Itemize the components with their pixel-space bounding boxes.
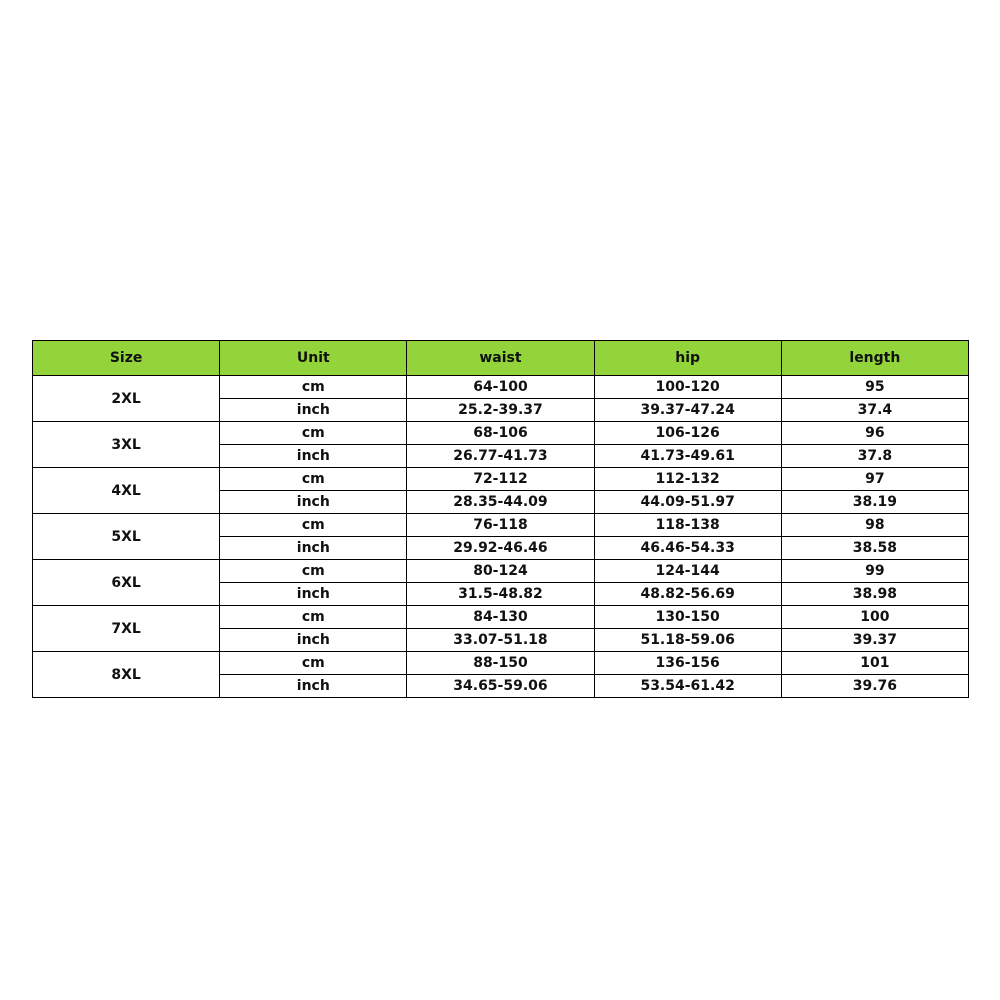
length-cell: 39.76 <box>781 675 968 698</box>
length-cell: 38.58 <box>781 537 968 560</box>
unit-cell: cm <box>220 468 407 491</box>
header-length: length <box>781 341 968 376</box>
size-chart-body <box>33 376 969 698</box>
unit-cell: inch <box>220 583 407 606</box>
waist-cell: 72-112 <box>407 468 594 491</box>
unit-cell: inch <box>220 629 407 652</box>
hip-cell: 106-126 <box>594 422 781 445</box>
table-row <box>33 468 969 491</box>
header-row <box>33 341 969 376</box>
unit-cell: cm <box>220 422 407 445</box>
waist-cell: 80-124 <box>407 560 594 583</box>
waist-cell: 25.2-39.37 <box>407 399 594 422</box>
header-unit: Unit <box>220 341 407 376</box>
length-cell: 101 <box>781 652 968 675</box>
hip-cell: 51.18-59.06 <box>594 629 781 652</box>
unit-cell: cm <box>220 376 407 399</box>
size-chart-header <box>33 341 969 376</box>
table-row <box>33 422 969 445</box>
length-cell: 38.98 <box>781 583 968 606</box>
waist-cell: 68-106 <box>407 422 594 445</box>
table-row <box>33 606 969 629</box>
length-cell: 95 <box>781 376 968 399</box>
hip-cell: 41.73-49.61 <box>594 445 781 468</box>
header-hip: hip <box>594 341 781 376</box>
size-cell: 8XL <box>33 652 220 698</box>
table-row <box>33 514 969 537</box>
size-cell: 5XL <box>33 514 220 560</box>
unit-cell: cm <box>220 514 407 537</box>
unit-cell: cm <box>220 560 407 583</box>
table-row <box>33 652 969 675</box>
header-size: Size <box>33 341 220 376</box>
waist-cell: 34.65-59.06 <box>407 675 594 698</box>
waist-cell: 88-150 <box>407 652 594 675</box>
unit-cell: inch <box>220 445 407 468</box>
header-waist: waist <box>407 341 594 376</box>
hip-cell: 44.09-51.97 <box>594 491 781 514</box>
hip-cell: 53.54-61.42 <box>594 675 781 698</box>
waist-cell: 64-100 <box>407 376 594 399</box>
length-cell: 37.4 <box>781 399 968 422</box>
length-cell: 98 <box>781 514 968 537</box>
length-cell: 97 <box>781 468 968 491</box>
hip-cell: 39.37-47.24 <box>594 399 781 422</box>
size-cell: 7XL <box>33 606 220 652</box>
unit-cell: cm <box>220 652 407 675</box>
length-cell: 37.8 <box>781 445 968 468</box>
waist-cell: 28.35-44.09 <box>407 491 594 514</box>
waist-cell: 76-118 <box>407 514 594 537</box>
hip-cell: 118-138 <box>594 514 781 537</box>
waist-cell: 29.92-46.46 <box>407 537 594 560</box>
hip-cell: 100-120 <box>594 376 781 399</box>
table-row <box>33 376 969 399</box>
waist-cell: 84-130 <box>407 606 594 629</box>
unit-cell: inch <box>220 491 407 514</box>
hip-cell: 48.82-56.69 <box>594 583 781 606</box>
hip-cell: 46.46-54.33 <box>594 537 781 560</box>
table-row <box>33 560 969 583</box>
size-cell: 2XL <box>33 376 220 422</box>
length-cell: 39.37 <box>781 629 968 652</box>
hip-cell: 136-156 <box>594 652 781 675</box>
unit-cell: inch <box>220 399 407 422</box>
length-cell: 38.19 <box>781 491 968 514</box>
unit-cell: cm <box>220 606 407 629</box>
unit-cell: inch <box>220 537 407 560</box>
length-cell: 96 <box>781 422 968 445</box>
hip-cell: 112-132 <box>594 468 781 491</box>
size-cell: 6XL <box>33 560 220 606</box>
hip-cell: 130-150 <box>594 606 781 629</box>
waist-cell: 33.07-51.18 <box>407 629 594 652</box>
length-cell: 99 <box>781 560 968 583</box>
size-chart-table <box>32 340 969 698</box>
unit-cell: inch <box>220 675 407 698</box>
size-cell: 3XL <box>33 422 220 468</box>
hip-cell: 124-144 <box>594 560 781 583</box>
waist-cell: 31.5-48.82 <box>407 583 594 606</box>
length-cell: 100 <box>781 606 968 629</box>
waist-cell: 26.77-41.73 <box>407 445 594 468</box>
size-cell: 4XL <box>33 468 220 514</box>
